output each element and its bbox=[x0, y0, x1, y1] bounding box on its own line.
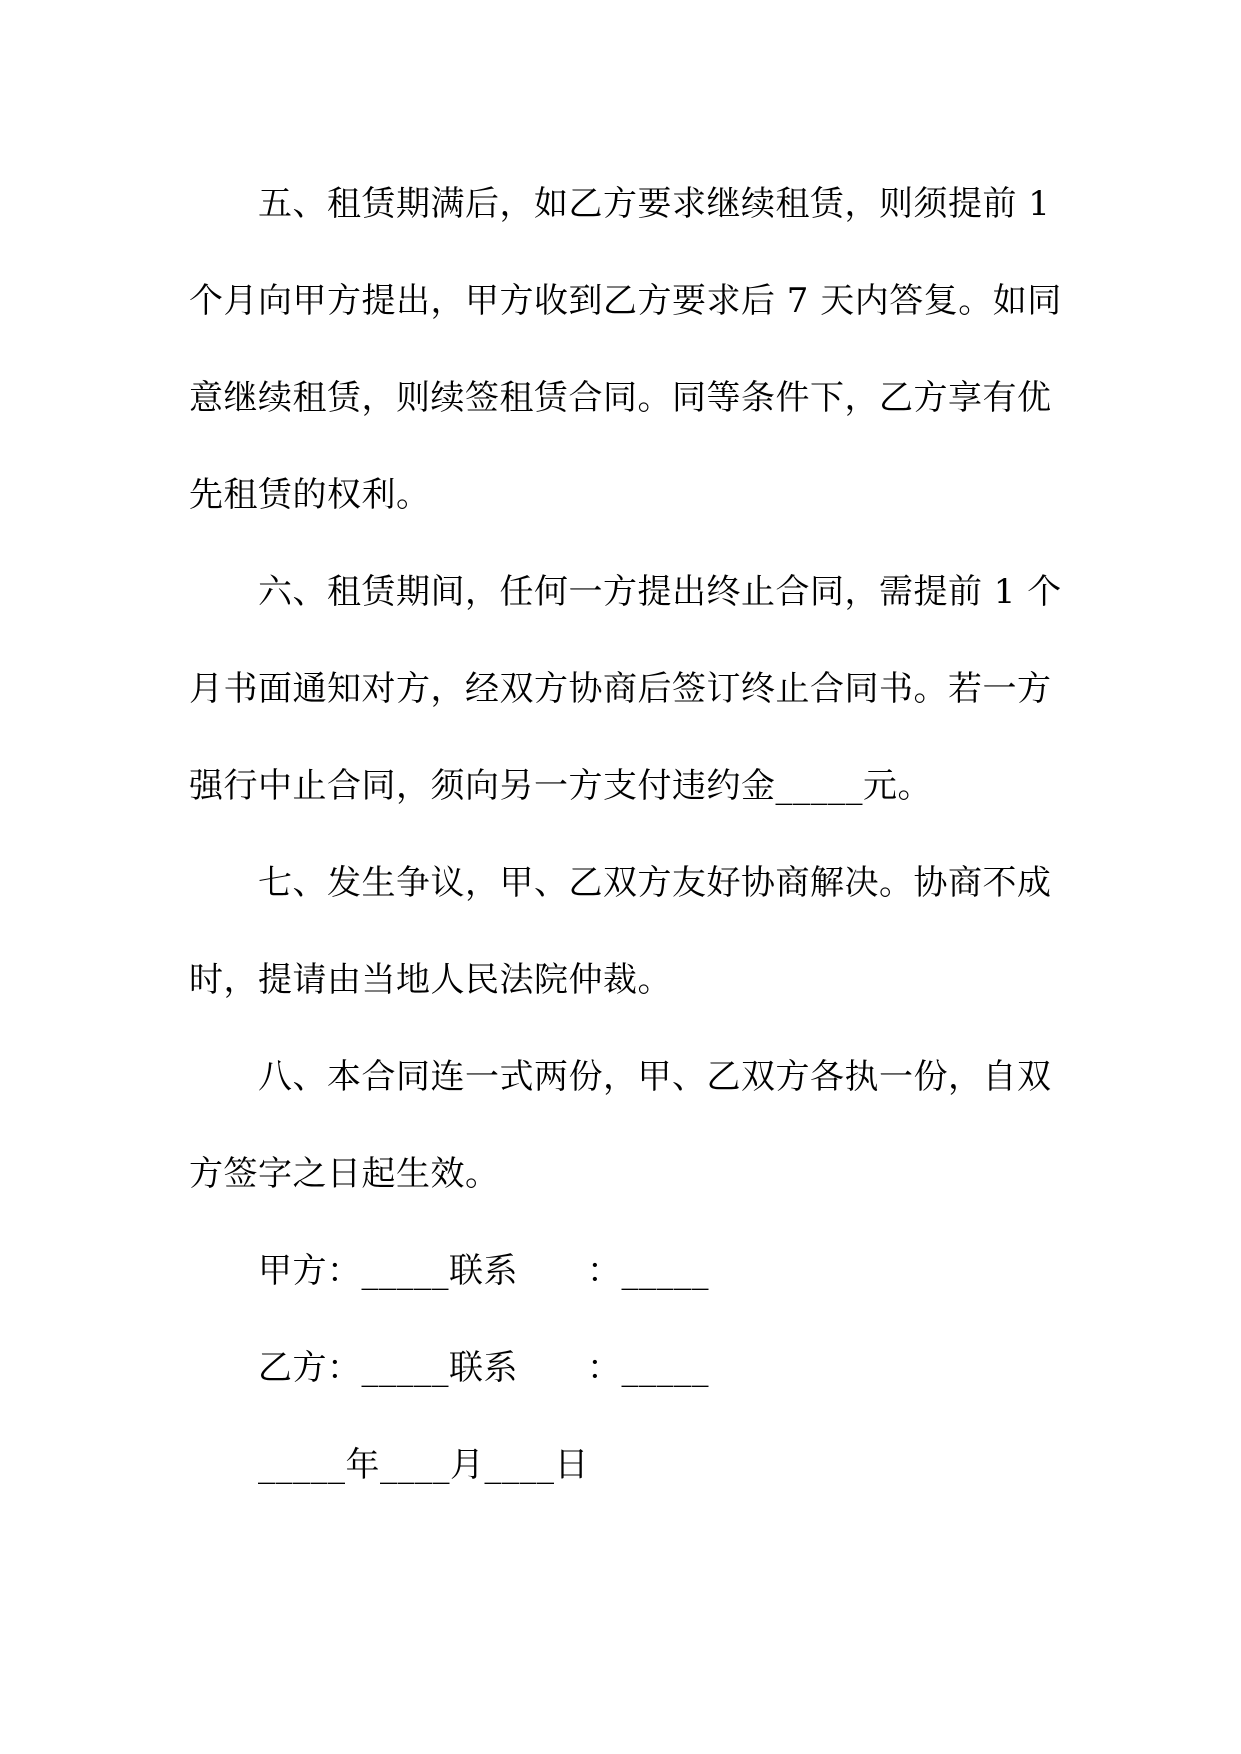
clause-five-line-2: 个月向甲方提出，甲方收到乙方要求后 7 天内答复。如同 bbox=[189, 281, 1062, 321]
clause-six-line-3: 强行中止合同，须向另一方支付违约金_____元。 bbox=[189, 766, 932, 806]
clause-six-line-1: 六、租赁期间，任何一方提出终止合同，需提前 1 个 bbox=[258, 572, 1062, 612]
clause-seven-line-2: 时，提请由当地人民法院仲裁。 bbox=[189, 960, 672, 1000]
party-a-signature-line: 甲方：_____联系 ：_____ bbox=[258, 1251, 709, 1291]
clause-six-line-2: 月书面通知对方，经双方协商后签订终止合同书。若一方 bbox=[189, 669, 1052, 709]
party-b-signature-line: 乙方：_____联系 ：_____ bbox=[258, 1348, 709, 1388]
signature-date-line: _____年____月____日 bbox=[258, 1445, 589, 1485]
clause-eight-line-2: 方签字之日起生效。 bbox=[189, 1154, 500, 1194]
clause-five-line-4: 先租赁的权利。 bbox=[189, 475, 431, 515]
clause-five-line-1: 五、租赁期满后，如乙方要求继续租赁，则须提前 1 bbox=[258, 184, 1051, 224]
clause-eight-line-1: 八、本合同连一式两份，甲、乙双方各执一份，自双 bbox=[258, 1057, 1052, 1097]
clause-seven-line-1: 七、发生争议，甲、乙双方友好协商解决。协商不成 bbox=[258, 863, 1052, 903]
clause-five-line-3: 意继续租赁，则续签租赁合同。同等条件下，乙方享有优 bbox=[189, 378, 1052, 418]
